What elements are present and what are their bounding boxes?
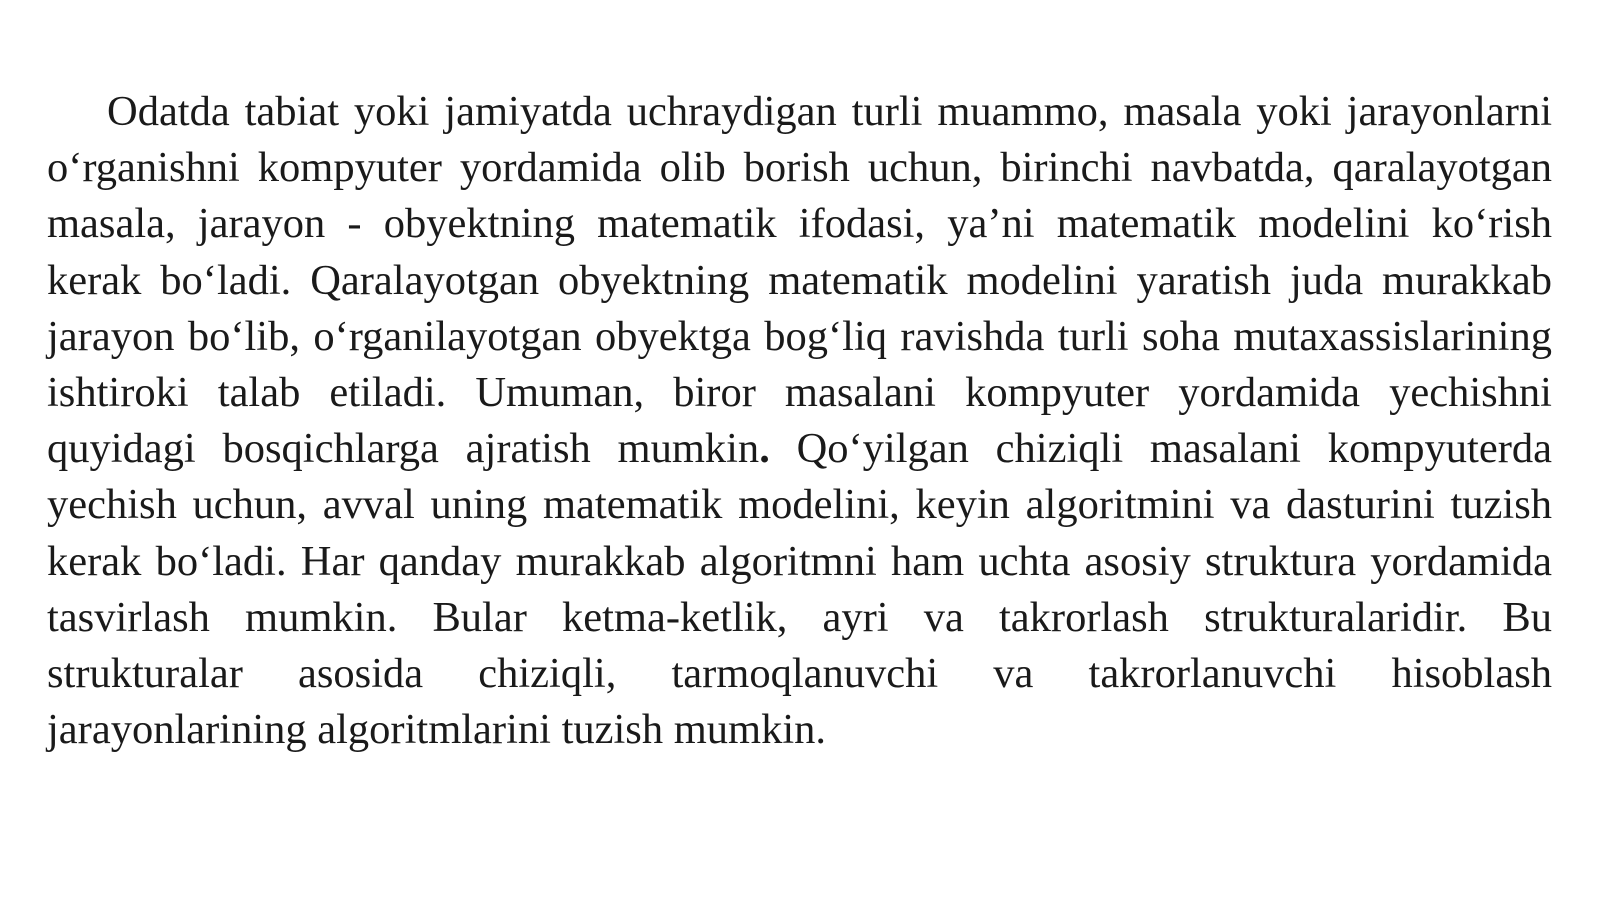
paragraph-text-part-2: Qo‘yilgan chiziqli masalani kompyuterda yechish uchun, avval uning matematik modelini, keyin algoritmini va dasturini tuzish kerak bo‘ladi. Har qanday murakkab algoritmni ham uchta asosiy struktura yordamida tasvirlash mumkin. Bular ketma-ketlik, ayri va takrorlash strukturalaridir. Bu strukturalar asosida chiziqli, tarmoqlanuvchi va takrorlanuvchi hisoblash jarayonlarining algoritmlarini tuzish mumkin. [47, 425, 1552, 754]
paragraph-bold-period: . [759, 425, 770, 473]
paragraph-text-part-1: Odatda tabiat yoki jamiyatda uchraydigan turli muammo, masala yoki jarayonlarni o‘rganishni kompyuter yordamida olib borish uchun, birinchi navbatda, qaralayotgan masala, jarayon - obyektning matematik ifodasi, ya’ni matematik modelini ko‘rish kerak bo‘ladi. Qaralayotgan obyektning matematik modelini yaratish juda murakkab jarayon bo‘lib, o‘rganilayotgan obyektga bog‘liq ravishda turli soha mutaxassislarining ishtiroki talab etiladi. Umuman, biror masalani kompyuter yordamida yechishni quyidagi bosqichlarga ajratish mumkin [47, 88, 1552, 473]
body-paragraph [47, 84, 1552, 758]
